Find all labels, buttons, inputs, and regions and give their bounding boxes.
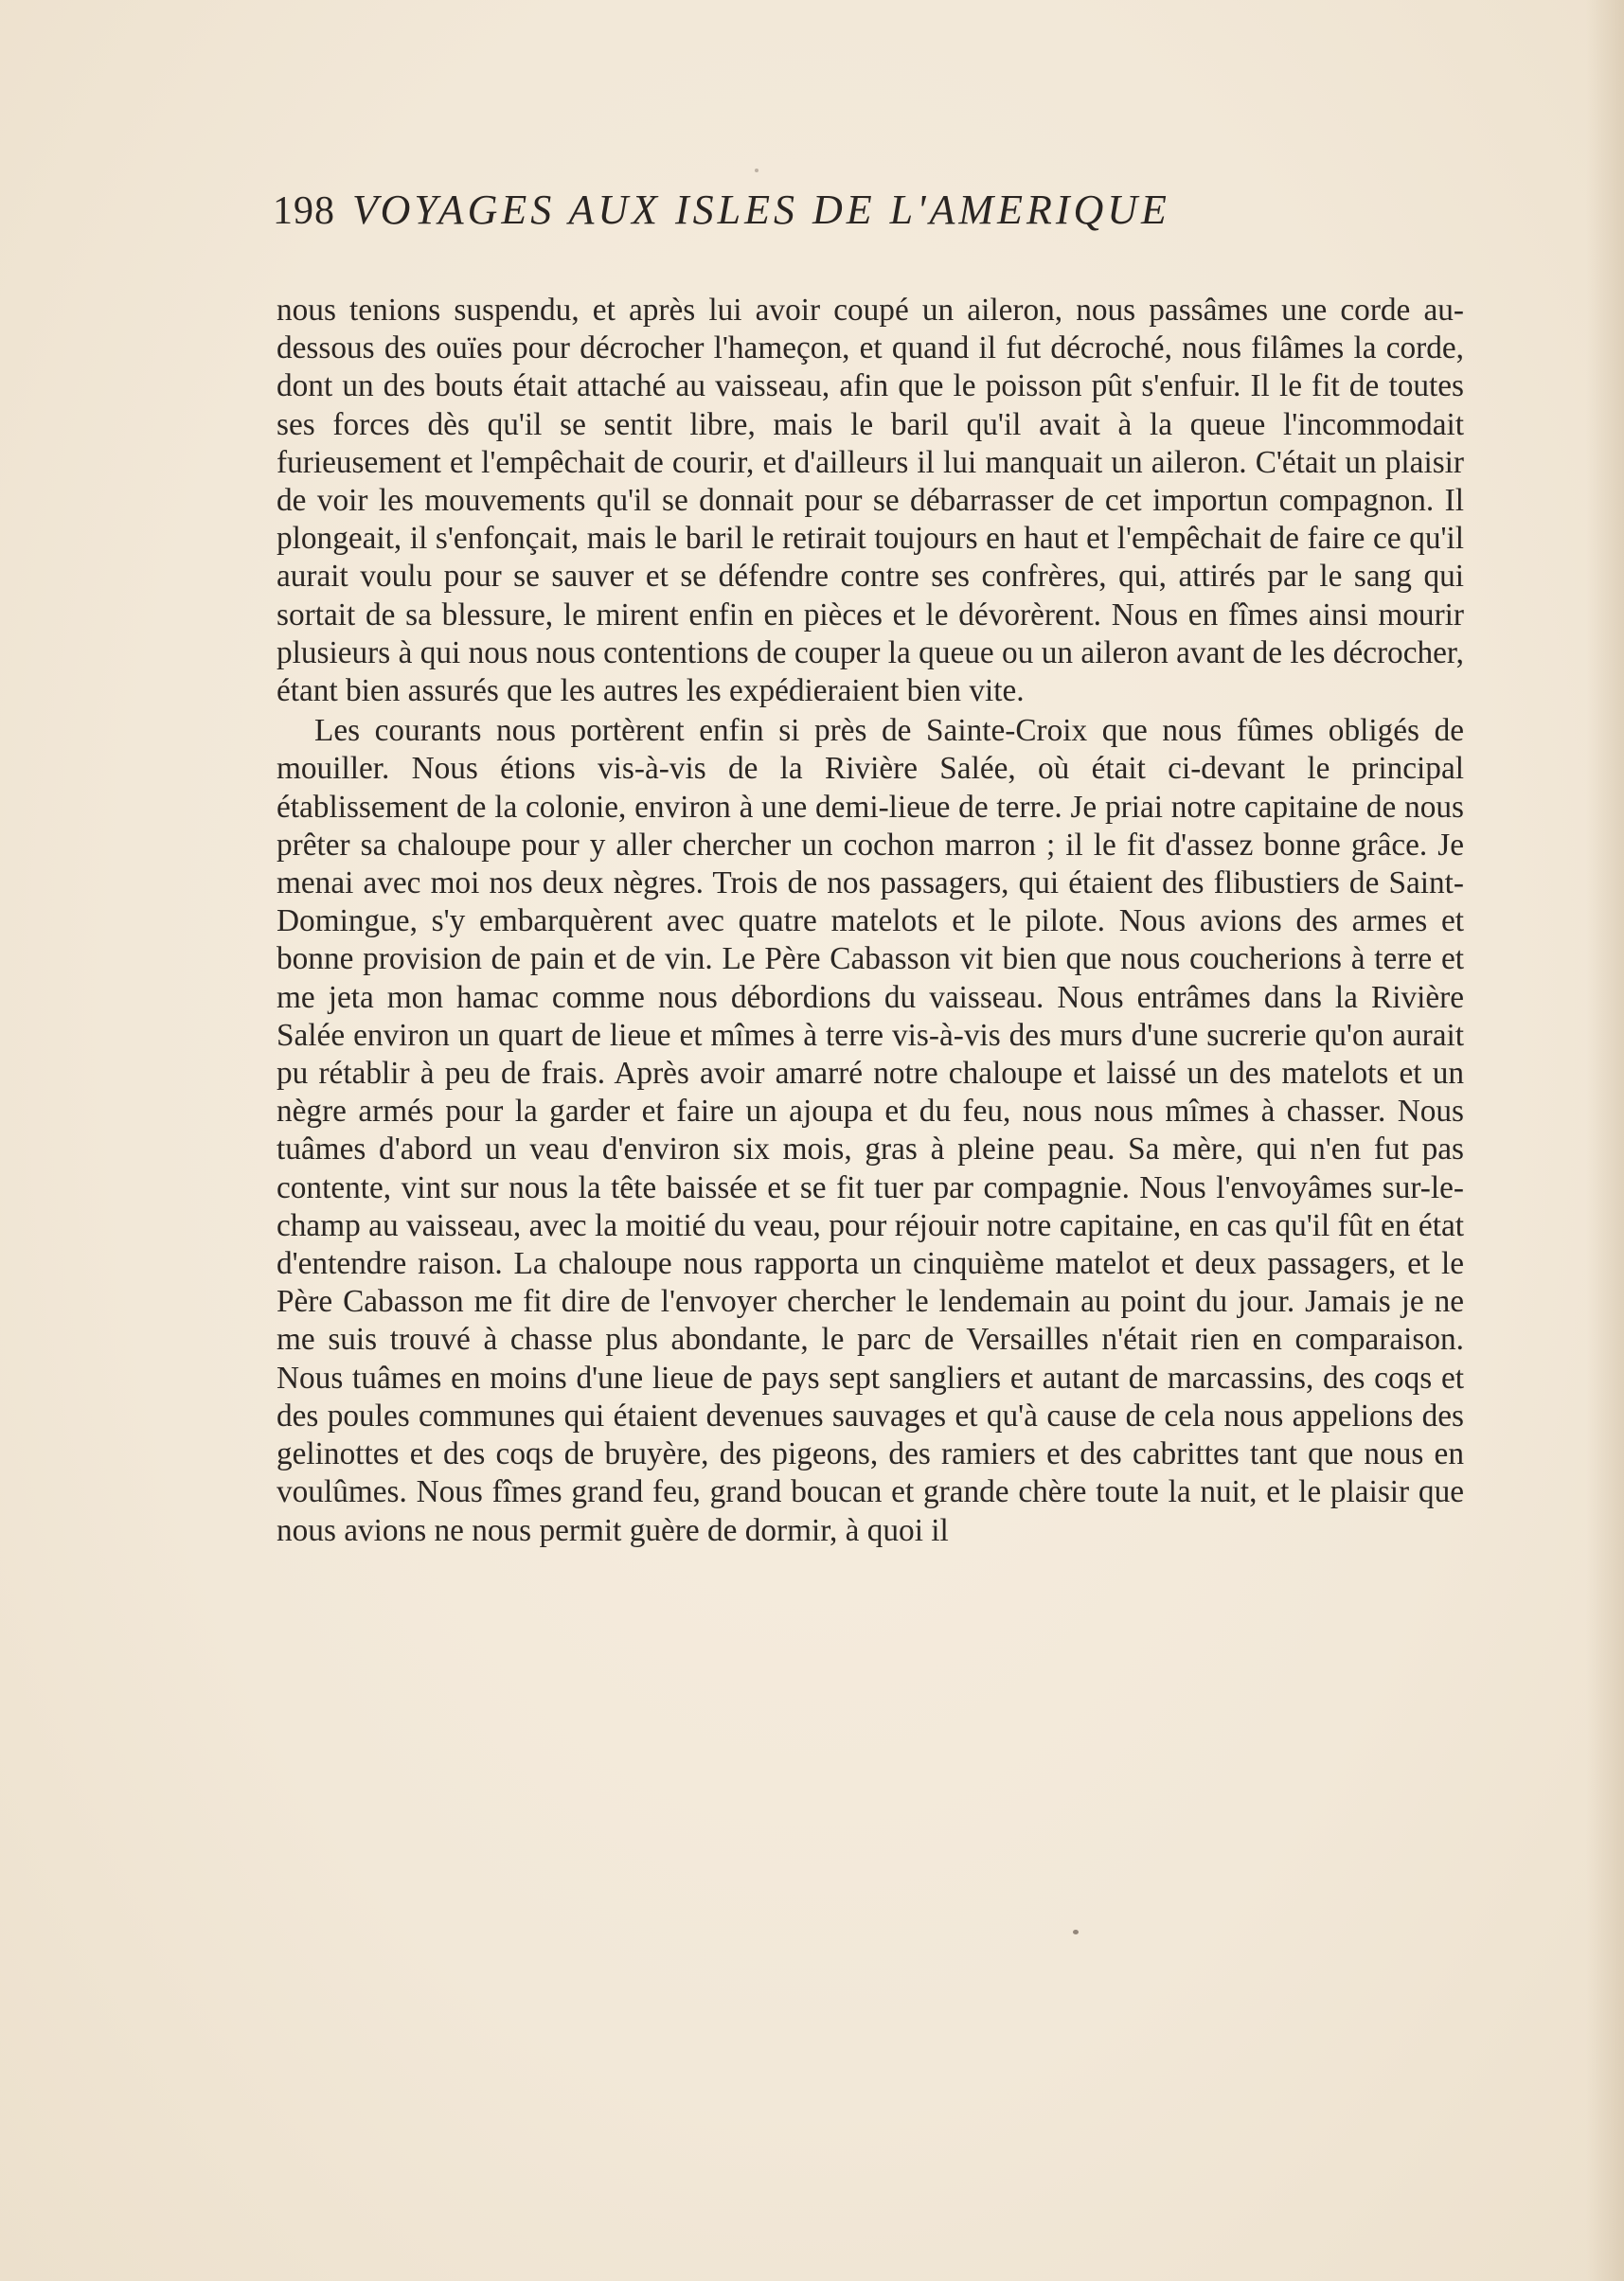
running-title: VOYAGES AUX ISLES DE L'AMERIQUE [352,187,1170,233]
ink-speck [755,169,758,172]
paragraph: Les courants nous portèrent enfin si près de Sainte-Croix que nous fûmes obligés de mouiller. Nous étions vis-à-vis de la Rivière Salée, où était ci-devant le principal établissement de la colonie, environ à une demi-lieue de terre. Je priai notre capitaine de nous prêter sa chaloupe pour y aller chercher un cochon marron ; il le fit d'assez bonne grâce. Je menai avec moi nos deux nègres. Trois de nos passagers, qui étaient des flibustiers de Saint-Domingue, s'y embarquèrent avec quatre matelots et le pilote. Nous avions des armes et bonne provision de pain et de vin. Le Père Cabasson vit bien que nous coucherions à terre et me jeta mon hamac comme nous débordions du vaisseau. Nous entrâmes dans la Rivière Salée environ un quart de lieue et mîmes à terre vis-à-vis des murs d'une sucrerie qu'on aurait pu rétablir à peu de frais. Après avoir amarré notre chaloupe et laissé un des matelots et un nègre armés pour la garder et faire un ajoupa et du feu, nous nous mîmes à chasser. Nous tuâmes d'abord un veau d'environ six mois, gras à pleine peau. Sa mère, qui n'en fut pas contente, vint sur nous la tête baissée et se fit tuer par compagnie. Nous l'envoyâmes sur-le-champ au vaisseau, avec la moitié du veau, pour réjouir notre capitaine, en cas qu'il fût en état d'entendre raison. La chaloupe nous rapporta un cinquième matelot et deux passagers, et le Père Cabasson me fit dire de l'envoyer chercher le lendemain au point du jour. Jamais je ne me suis trouvé à chasse plus abondante, le parc de Versailles n'était rien en comparaison. Nous tuâmes en moins d'une lieue de pays sept sangliers et autant de marcassins, des coqs et des poules communes qui étaient devenues sauvages et qu'à cause de cela nous appelions des gelinottes et des coqs de bruyère, des pigeons, des ramiers et des cabrittes tant que nous en voulûmes. Nous fîmes grand feu, grand boucan et grande chère toute la nuit, et le plaisir que nous avions ne nous permit guère de dormir, à quoi il [277,713,1464,1548]
body-text [277,292,1464,1550]
running-header [273,186,1390,252]
page-edge-shading [1586,0,1624,2281]
page-number: 198 [273,189,335,233]
ink-speck [1073,1930,1079,1934]
paragraph-continued: nous tenions suspendu, et après lui avoir coupé un aileron, nous passâmes une corde au-dessous des ouïes pour décrocher l'hameçon, et quand il fut décroché, nous filâmes la corde, dont un des bouts était attaché au vaisseau, afin que le poisson pût s'enfuir. Il le fit de toutes ses forces dès qu'il se sentit libre, mais le baril qu'il avait à la queue l'incommodait furieusement et l'empêchait de courir, et d'ailleurs il lui manquait un aileron. C'était un plaisir de voir les mouvements qu'il se donnait pour se débarrasser de cet importun compagnon. Il plongeait, il s'enfonçait, mais le baril le retirait toujours en haut et l'empêchait de faire ce qu'il aurait voulu pour se sauver et se défendre contre ses confrères, qui, attirés par le sang qui sortait de sa blessure, le mirent enfin en pièces et le dévorèrent. Nous en fîmes ainsi mourir plusieurs à qui nous nous contentions de couper la queue ou un aileron avant de les décrocher, étant bien assurés que les autres les expédieraient bien vite. [277,293,1464,709]
